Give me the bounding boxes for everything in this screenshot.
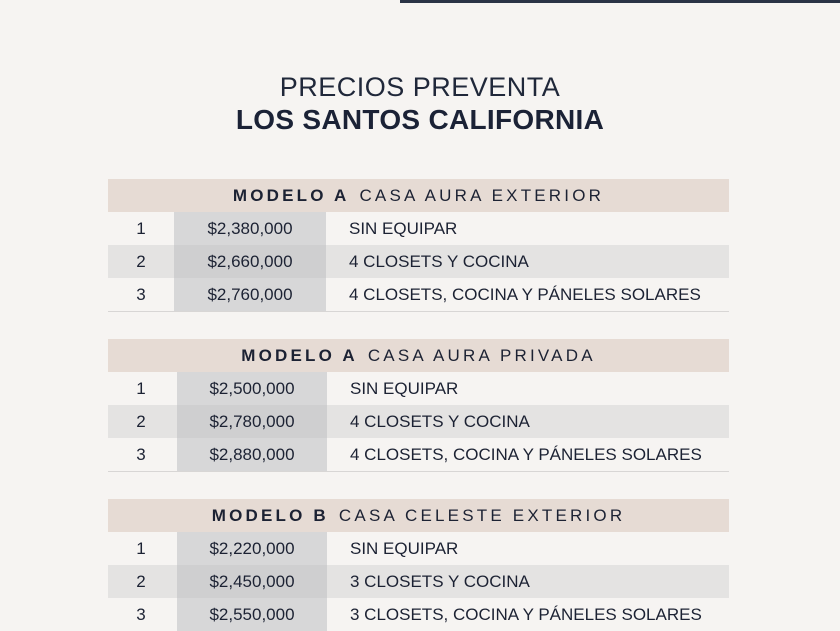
table-divider	[108, 471, 729, 472]
row-description: SIN EQUIPAR	[350, 378, 459, 398]
row-number: 3	[136, 284, 146, 304]
section-model: MODELO A	[241, 345, 358, 365]
table-row	[108, 372, 729, 405]
table-row	[108, 278, 729, 311]
row-number: 3	[136, 444, 146, 464]
table-row	[108, 598, 729, 631]
section-header	[108, 179, 729, 212]
row-number: 2	[136, 571, 146, 591]
row-number: 1	[136, 378, 146, 398]
table-row	[108, 245, 729, 278]
section-name: CASA AURA PRIVADA	[367, 345, 596, 365]
price-table-modelo-a-aura-privada	[108, 339, 729, 472]
section-header	[108, 499, 729, 532]
price-table-modelo-a-aura-exterior	[108, 179, 729, 312]
row-price: $2,500,000	[177, 372, 327, 405]
row-number: 3	[136, 604, 146, 624]
row-number: 1	[136, 218, 146, 238]
row-price: $2,760,000	[174, 278, 326, 311]
top-accent-bar	[400, 0, 840, 3]
row-description: SIN EQUIPAR	[349, 218, 458, 238]
row-description: SIN EQUIPAR	[350, 538, 459, 558]
row-price: $2,450,000	[177, 565, 327, 598]
row-description: 4 CLOSETS Y COCINA	[350, 411, 530, 431]
row-description: 3 CLOSETS, COCINA Y PÁNELES SOLARES	[350, 604, 702, 624]
price-table-modelo-b-celeste-exterior	[108, 499, 729, 631]
section-name: CASA AURA EXTERIOR	[359, 185, 605, 205]
table-row	[108, 212, 729, 245]
section-header	[108, 339, 729, 372]
table-row	[108, 565, 729, 598]
row-price: $2,220,000	[177, 532, 327, 565]
row-price: $2,780,000	[177, 405, 327, 438]
row-description: 4 CLOSETS Y COCINA	[349, 251, 529, 271]
section-model: MODELO B	[211, 505, 329, 525]
row-description: 4 CLOSETS, COCINA Y PÁNELES SOLARES	[350, 444, 702, 464]
page-title-line2: LOS SANTOS CALIFORNIA	[235, 104, 605, 135]
row-price: $2,660,000	[174, 245, 326, 278]
row-price: $2,880,000	[177, 438, 327, 471]
table-divider	[108, 311, 729, 312]
row-number: 2	[136, 251, 146, 271]
row-price: $2,380,000	[174, 212, 326, 245]
row-number: 1	[136, 538, 146, 558]
row-price: $2,550,000	[177, 598, 327, 631]
page-title-line1: PRECIOS PREVENTA	[279, 72, 561, 102]
table-row	[108, 405, 729, 438]
row-description: 3 CLOSETS Y COCINA	[350, 571, 530, 591]
section-name: CASA CELESTE EXTERIOR	[338, 505, 626, 525]
table-row	[108, 438, 729, 471]
table-row	[108, 532, 729, 565]
section-model: MODELO A	[232, 185, 350, 205]
row-description: 4 CLOSETS, COCINA Y PÁNELES SOLARES	[349, 284, 701, 304]
row-number: 2	[136, 411, 146, 431]
